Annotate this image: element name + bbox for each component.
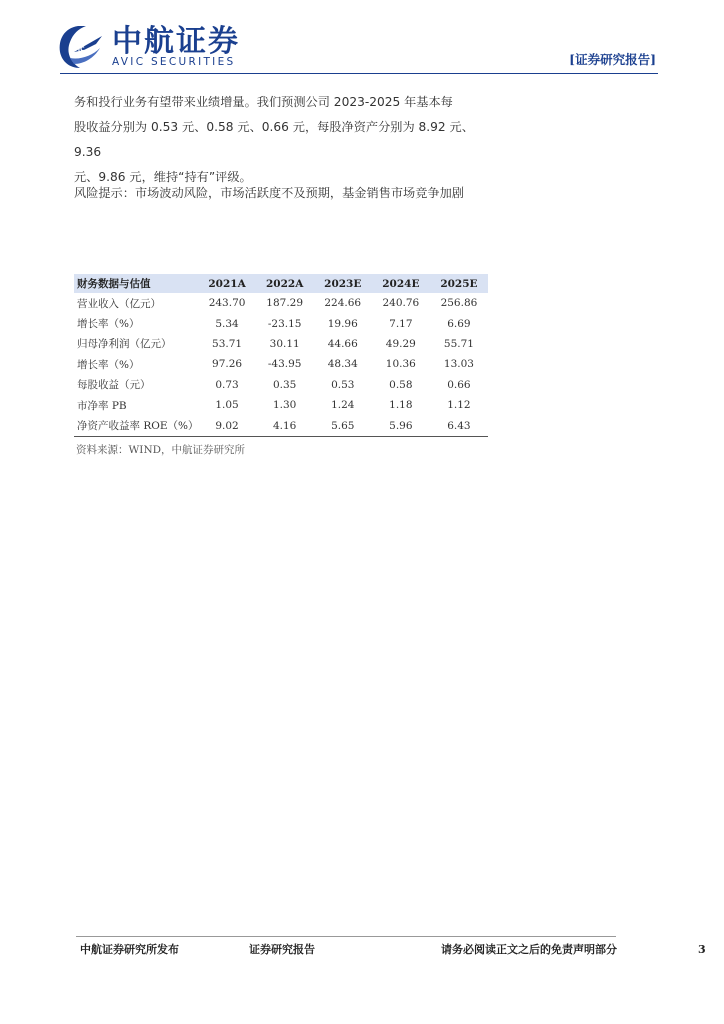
table-cell: 243.70 bbox=[208, 297, 246, 310]
table-header-cell: 2024E bbox=[372, 274, 430, 293]
risk-notice bbox=[74, 184, 504, 201]
row-label: 净资产收益率 ROE（%） bbox=[74, 415, 199, 436]
table-header-cell: 财务数据与估值 bbox=[74, 274, 199, 293]
table-cell: 53.71 bbox=[212, 337, 243, 350]
table-cell: 7.17 bbox=[389, 317, 413, 330]
table-cell: 13.03 bbox=[443, 358, 474, 371]
paragraph-line: 股收益分别为 0.53 元、0.58 元、0.66 元，每股净资产分别为 8.92 元、9.36 bbox=[74, 120, 474, 159]
table-cell: 6.69 bbox=[447, 317, 471, 330]
page-header bbox=[0, 0, 724, 76]
table-cell: 19.96 bbox=[327, 317, 358, 330]
page-number: 3 bbox=[698, 943, 706, 956]
footer-disclaimer: 请务必阅读正文之后的免责声明部分 bbox=[441, 943, 617, 956]
table-cell: 240.76 bbox=[382, 297, 420, 310]
svg-text:AVIC: AVIC bbox=[69, 46, 85, 53]
table-cell: -43.95 bbox=[267, 358, 302, 371]
table-cell: 30.11 bbox=[269, 337, 300, 350]
table-cell: 0.58 bbox=[389, 378, 413, 391]
table-row bbox=[74, 313, 488, 333]
table-cell: 44.66 bbox=[327, 337, 358, 350]
table-cell: 10.36 bbox=[385, 358, 416, 371]
header-divider bbox=[60, 73, 658, 74]
row-label: 增长率（%） bbox=[77, 358, 140, 371]
table-cell: 1.12 bbox=[447, 399, 471, 412]
table-cell: 0.73 bbox=[215, 378, 239, 391]
table-cell: 49.29 bbox=[385, 337, 416, 350]
table-row bbox=[74, 354, 488, 374]
row-label: 每股收益（元） bbox=[77, 379, 151, 392]
table-header-row bbox=[74, 274, 488, 293]
table-cell: 0.66 bbox=[447, 378, 471, 391]
table-cell: 5.34 bbox=[215, 317, 239, 330]
risk-label: 风险提示： bbox=[74, 186, 135, 200]
table-cell: 6.43 bbox=[430, 415, 488, 436]
row-label: 归母净利润（亿元） bbox=[77, 338, 172, 351]
risk-text: 市场波动风险，市场活跃度不及预期，基金销售市场竞争加剧 bbox=[134, 186, 464, 200]
table-cell: -23.15 bbox=[267, 317, 302, 330]
brand-name-cn: 中航证券 bbox=[112, 24, 240, 59]
row-label: 市净率 PB bbox=[77, 399, 127, 412]
table-cell: 9.02 bbox=[199, 415, 256, 436]
table-cell: 1.24 bbox=[331, 399, 355, 412]
paragraph-line: 元、9.86 元，维持“持有”评级。 bbox=[74, 170, 252, 184]
table-cell: 0.53 bbox=[331, 378, 355, 391]
table-cell: 0.35 bbox=[272, 378, 297, 391]
table-cell: 55.71 bbox=[443, 337, 474, 350]
table-source-note: 资料来源：WIND，中航证券研究所 bbox=[76, 444, 246, 456]
table-row bbox=[74, 395, 488, 415]
table-cell: 5.96 bbox=[372, 415, 430, 436]
table-cell: 256.86 bbox=[440, 297, 478, 310]
footer-publisher: 中航证券研究所发布 bbox=[80, 943, 179, 956]
table-header-cell: 2021A bbox=[199, 274, 256, 293]
brand-logo bbox=[56, 22, 266, 72]
table-cell: 4.16 bbox=[256, 415, 314, 436]
table-cell: 1.30 bbox=[272, 399, 297, 412]
table-cell: 224.66 bbox=[324, 297, 362, 310]
summary-paragraph bbox=[74, 90, 494, 190]
table-row bbox=[74, 334, 488, 354]
report-type-tag: [证券研究报告] bbox=[569, 52, 656, 67]
brand-name-en: AVIC SECURITIES bbox=[112, 56, 236, 68]
table-cell: 97.26 bbox=[212, 358, 243, 371]
row-label: 营业收入（亿元） bbox=[77, 297, 161, 310]
row-label: 增长率（%） bbox=[77, 318, 140, 331]
table-cell: 1.05 bbox=[215, 399, 239, 412]
table-cell: 187.29 bbox=[266, 297, 304, 310]
table-header-cell: 2023E bbox=[314, 274, 372, 293]
table-header-cell: 2025E bbox=[430, 274, 488, 293]
financial-forecast-table bbox=[74, 274, 488, 437]
table-header-cell: 2022A bbox=[256, 274, 314, 293]
footer-divider bbox=[76, 936, 616, 937]
table-row bbox=[74, 415, 488, 436]
table-cell: 1.18 bbox=[389, 399, 413, 412]
footer-report-type: 证券研究报告 bbox=[249, 943, 315, 956]
table-cell: 5.65 bbox=[314, 415, 372, 436]
table-row bbox=[74, 375, 488, 395]
paragraph-line: 务和投行业务有望带来业绩增量。我们预测公司 2023-2025 年基本每 bbox=[74, 95, 453, 109]
table-cell: 48.34 bbox=[327, 358, 358, 371]
table-row bbox=[74, 293, 488, 313]
avic-logo-icon bbox=[56, 22, 108, 70]
